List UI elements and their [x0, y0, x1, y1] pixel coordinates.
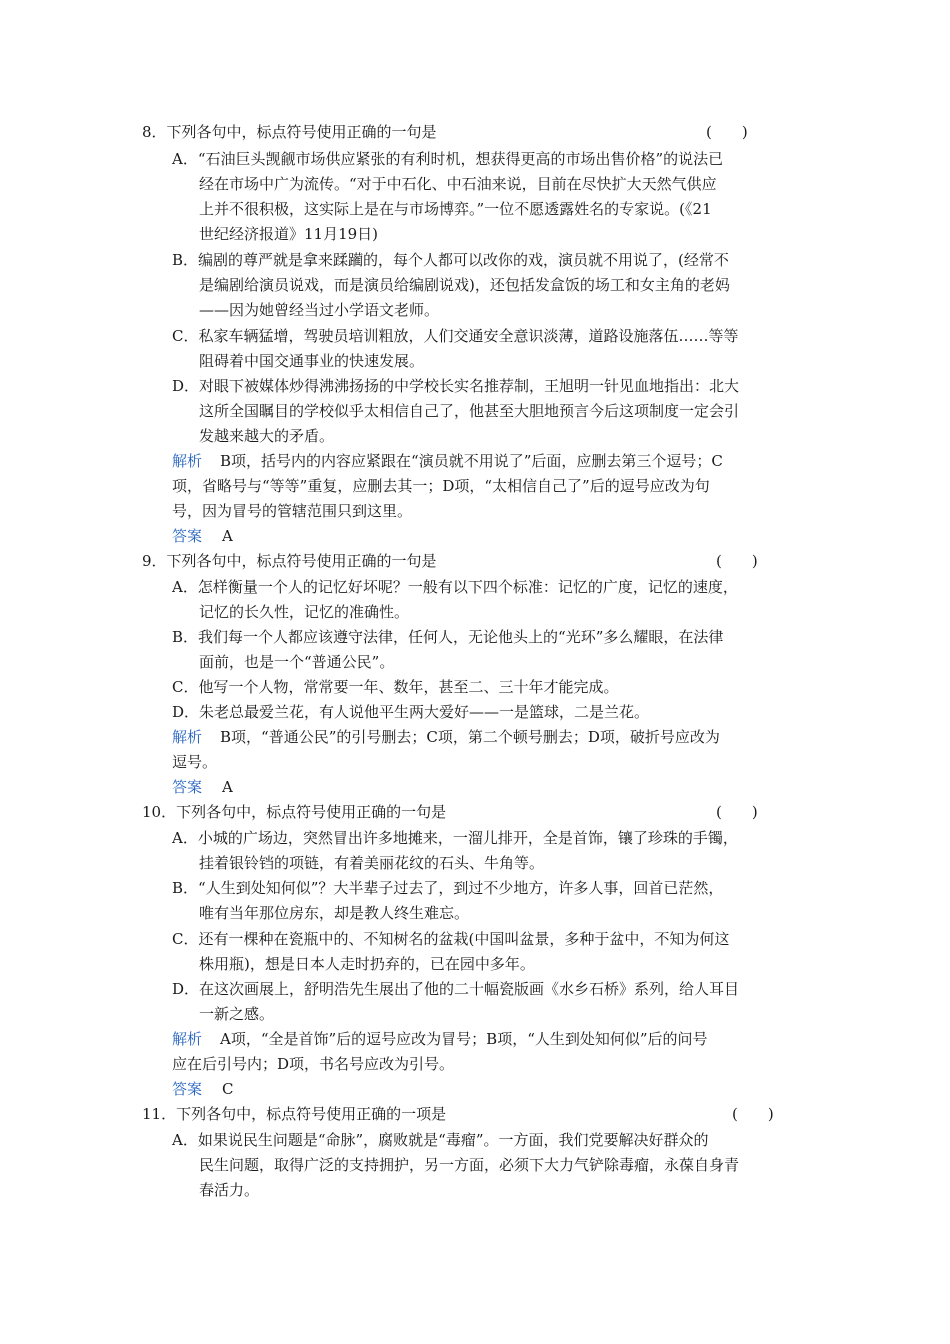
question-8-option-d-line-3: 发越来越大的矛盾。 [199, 427, 335, 445]
question-8-stem: 8．下列各句中，标点符号使用正确的一句是 [142, 123, 437, 141]
question-11-option-a-line-3: 春活力。 [199, 1181, 260, 1199]
question-8-option-d-line-2: 这所全国瞩目的学校似乎太相信自己了，他甚至大胆地预言今后这项制度一定会引 [199, 402, 740, 420]
question-8-option-c-line-1: C．私家车辆猛增，驾驶员培训粗放，人们交通安全意识淡薄，道路设施落伍……等等 [172, 327, 739, 345]
question-10-option-c-line-2: 株用瓶)，想是日本人走时扔弃的，已在园中多年。 [199, 955, 535, 973]
question-9-answer: A [222, 778, 233, 796]
question-11-stem: 11．下列各句中，标点符号使用正确的一项是 [142, 1105, 447, 1123]
question-8-option-b-line-3: ——因为她曾经当过小学语文老师。 [199, 301, 440, 319]
question-11-option-a-line-2: 民生问题，取得广泛的支持拥护，另一方面，必须下大力气铲除毒瘤，永葆自身青 [199, 1156, 740, 1174]
question-8-answer-label: 答案 [172, 527, 203, 545]
question-8-analysis-label: 解析 [172, 452, 203, 470]
question-10-analysis-line-1: A项，“全是首饰”后的逗号应改为冒号；B项，“人生到处知何似”后的问号 [220, 1030, 708, 1048]
question-9-analysis-line-2: 逗号。 [172, 753, 218, 771]
question-9-analysis-label: 解析 [172, 728, 203, 746]
question-9-answer-label: 答案 [172, 778, 203, 796]
question-10-answer: C [222, 1080, 234, 1098]
question-8-option-b-line-2: 是编剧给演员说戏，而是演员给编剧说戏)，还包括发盒饭的场工和女主角的老妈 [199, 276, 730, 294]
question-9-option-c: C．他写一个人物，常常要一年、数年，甚至二、三十年才能完成。 [172, 678, 619, 696]
question-9-answer-blank: ( ) [716, 552, 758, 570]
question-10-option-a-line-1: A．小城的广场边，突然冒出许多地摊来，一溜儿排开，全是首饰，镶了珍珠的手镯， [172, 829, 738, 847]
question-10-option-c-line-1: C．还有一棵种在瓷瓶中的、不知树名的盆栽(中国叫盆景，多种于盆中，不知为何这 [172, 930, 730, 948]
question-8-option-a-line-3: 上并不很积极，这实际上是在与市场博弈。”一位不愿透露姓名的专家说。(《21 [199, 200, 712, 218]
question-10-analysis-line-2: 应在后引号内；D项，书名号应改为引号。 [172, 1055, 455, 1073]
question-8-option-a-line-1: A．“石油巨头觊觎市场供应紧张的有利时机，想获得更高的市场出售价格”的说法已 [172, 150, 724, 168]
question-8-analysis-line-1: B项，括号内的内容应紧跟在“演员就不用说了”后面，应删去第三个逗号；C [220, 452, 723, 470]
question-11-answer-blank: ( ) [732, 1105, 774, 1123]
question-10-option-a-line-2: 挂着银铃铛的项链，有着美丽花纹的石头、牛角等。 [199, 854, 545, 872]
question-9-analysis-line-1: B项，“普通公民”的引号删去；C项，第二个顿号删去；D项，破折号应改为 [220, 728, 720, 746]
question-9-option-b-line-2: 面前，也是一个“普通公民”。 [199, 653, 395, 671]
question-8-option-a-line-4: 世纪经济报道》11月19日) [199, 225, 379, 243]
question-10-answer-label: 答案 [172, 1080, 203, 1098]
question-9-option-b-line-1: B．我们每一个人都应该遵守法律，任何人，无论他头上的“光环”多么耀眼，在法律 [172, 628, 724, 646]
question-10-answer-blank: ( ) [716, 803, 758, 821]
question-9-option-a-line-1: A．怎样衡量一个人的记忆好坏呢？一般有以下四个标准：记忆的广度，记忆的速度， [172, 578, 738, 596]
question-10-option-d-line-1: D．在这次画展上，舒明浩先生展出了他的二十幅瓷版画《水乡石桥》系列，给人耳目 [172, 980, 740, 998]
question-8-answer-blank: ( ) [706, 123, 748, 141]
question-8-analysis-line-3: 号，因为冒号的管辖范围只到这里。 [172, 502, 413, 520]
question-8-analysis-line-2: 项，省略号与“等等”重复，应删去其一；D项，“太相信自己了”后的逗号应改为句 [172, 477, 710, 495]
question-8-answer: A [222, 527, 233, 545]
question-8-option-a-line-2: 经在市场中广为流传。“对于中石化、中石油来说，目前在尽快扩大天然气供应 [199, 175, 717, 193]
question-8-option-b-line-1: B．编剧的尊严就是拿来蹂躏的，每个人都可以改你的戏，演员就不用说了，(经常不 [172, 251, 729, 269]
question-10-option-d-line-2: 一新之感。 [199, 1005, 275, 1023]
question-10-option-b-line-2: 唯有当年那位房东，却是教人终生难忘。 [199, 904, 470, 922]
question-9-stem: 9．下列各句中，标点符号使用正确的一句是 [142, 552, 437, 570]
question-11-option-a-line-1: A．如果说民生问题是“命脉”，腐败就是“毒瘤”。一方面，我们党要解决好群众的 [172, 1131, 709, 1149]
question-10-option-b-line-1: B．“人生到处知何似”？大半辈子过去了，到过不少地方，许多人事，回首已茫然， [172, 879, 724, 897]
question-10-analysis-label: 解析 [172, 1030, 203, 1048]
question-8-option-d-line-1: D．对眼下被媒体炒得沸沸扬扬的中学校长实名推荐制，王旭明一针见血地指出：北大 [172, 377, 740, 395]
question-9-option-a-line-2: 记忆的长久性，记忆的准确性。 [199, 603, 410, 621]
question-9-option-d: D．朱老总最爱兰花，有人说他平生两大爱好——一是篮球，二是兰花。 [172, 703, 650, 721]
question-10-stem: 10．下列各句中，标点符号使用正确的一句是 [142, 803, 447, 821]
question-8-option-c-line-2: 阻碍着中国交通事业的快速发展。 [199, 352, 425, 370]
